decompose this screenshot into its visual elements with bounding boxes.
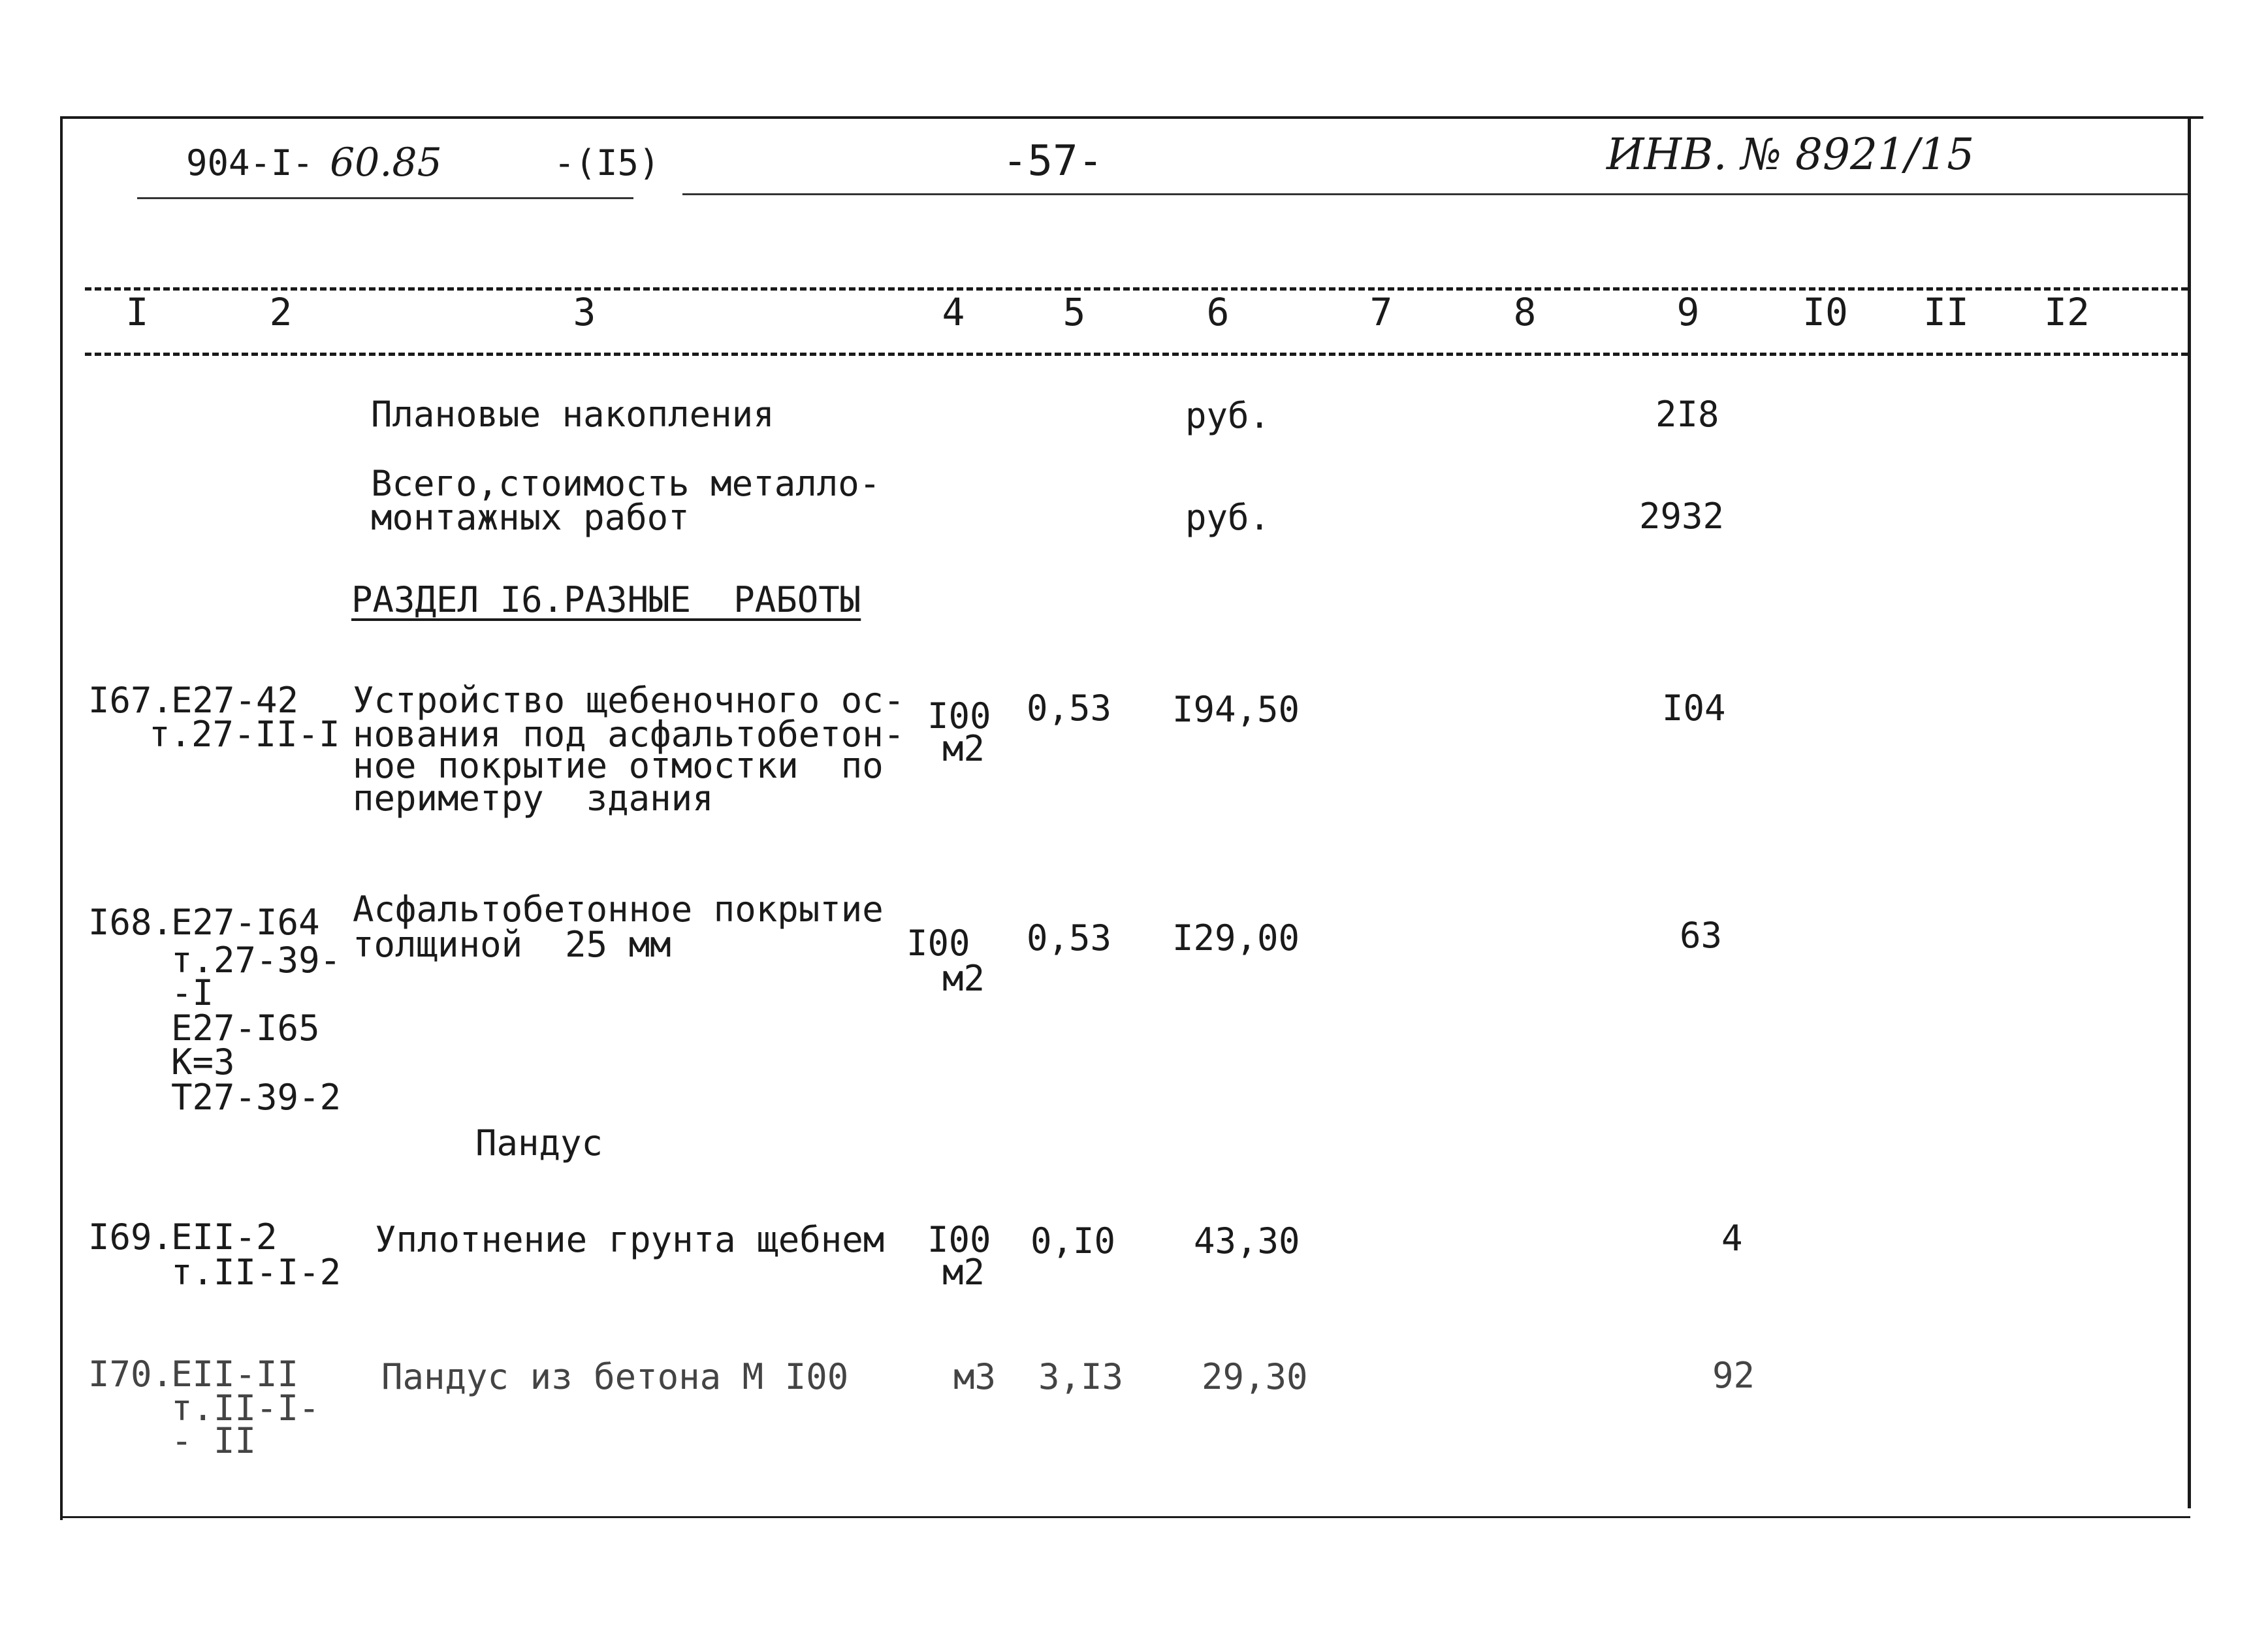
- item-168-code-line4: E27-I65: [171, 1008, 320, 1049]
- item-167-price: I94,50: [1172, 689, 1300, 730]
- column-number: 2: [269, 290, 293, 334]
- header-underline-right: [682, 193, 2188, 195]
- column-number: I0: [1802, 290, 1848, 334]
- item-168-price: I29,00: [1172, 917, 1300, 959]
- header-underline-left: [137, 197, 633, 199]
- doc-code-handwritten: 60.85: [330, 140, 442, 185]
- item-169-price: 43,30: [1194, 1220, 1300, 1262]
- item-170-quantity: 3,I3: [1038, 1356, 1124, 1397]
- column-number: 3: [573, 290, 596, 334]
- item-168-code-line3: -I: [171, 972, 214, 1013]
- row-planned-savings-name: Плановые накопления: [371, 394, 775, 435]
- row-total-metal-total: 2932: [1639, 496, 1725, 537]
- doc-code-suffix: -(I5): [554, 142, 660, 183]
- row-total-metal-unit: руб.: [1185, 497, 1271, 538]
- inventory-number: ИНВ. № 8921/15: [1606, 129, 1975, 180]
- item-168-code-line1: E27-I64: [171, 902, 320, 943]
- item-170-code-line3: - II: [171, 1420, 257, 1461]
- column-number: II: [1923, 290, 1969, 334]
- section-title: РАЗДЕЛ I6.РАЗНЫЕ РАБОТЫ: [351, 579, 861, 620]
- subheading-ramp: Пандус: [475, 1122, 603, 1164]
- page-number: -57-: [1002, 137, 1104, 185]
- item-167-unit-line2: м2: [942, 728, 985, 769]
- column-number: 7: [1369, 290, 1393, 334]
- item-168-name-line2: толщиной 25 мм: [353, 924, 671, 965]
- row-planned-savings-total: 2I8: [1655, 394, 1719, 435]
- item-168-quantity: 0,53: [1027, 917, 1112, 959]
- item-168-total: 63: [1680, 915, 1723, 956]
- item-168-unit-line2: м2: [942, 958, 985, 999]
- item-167-name-line3: ное покрытие отмостки по: [353, 745, 884, 786]
- item-169-quantity: 0,I0: [1030, 1220, 1116, 1262]
- row-total-metal-name-line1: Всего,стоимость металло-: [371, 463, 881, 504]
- item-167-name-line4: периметру здания: [353, 778, 714, 819]
- column-number: I: [125, 290, 149, 334]
- item-170-unit: м3: [953, 1356, 997, 1397]
- item-167-code-line1: E27-42: [171, 680, 299, 721]
- item-167-quantity: 0,53: [1027, 688, 1112, 729]
- item-167-name-line2: нования под асфальтобетон-: [353, 714, 905, 755]
- column-number: 8: [1513, 290, 1537, 334]
- item-170-code-line2: т.II-I-: [171, 1388, 320, 1429]
- item-167-unit-line1: I00: [927, 695, 991, 737]
- item-169-number: I69.: [88, 1216, 174, 1258]
- item-168-number: I68.: [88, 902, 174, 943]
- item-169-name: Уплотнение грунта щебнем: [375, 1219, 885, 1260]
- column-number: 4: [942, 290, 965, 334]
- item-169-total: 4: [1721, 1218, 1743, 1259]
- item-170-code-line1: EII-II: [171, 1354, 299, 1395]
- item-170-price: 29,30: [1202, 1356, 1308, 1397]
- column-header-bottom-dashed-line: [85, 353, 2188, 356]
- column-number: 5: [1062, 290, 1086, 334]
- row-planned-savings-unit: руб.: [1185, 395, 1271, 436]
- column-number: I2: [2044, 290, 2090, 334]
- item-168-code-line5: K=3: [171, 1041, 235, 1083]
- frame-right-border: [2188, 118, 2191, 1508]
- item-168-code-line2: т.27-39-: [171, 940, 342, 981]
- item-167-name-line1: Устройство щебеночного ос-: [353, 680, 905, 721]
- item-168-unit-line1: I00: [906, 923, 970, 964]
- column-number: 9: [1676, 290, 1700, 334]
- column-header-top-dashed-line: [85, 287, 2188, 291]
- doc-code-prefix: 904-I-: [186, 142, 314, 183]
- item-168-name-line1: Асфальтобетонное покрытие: [353, 889, 884, 930]
- frame-left-border: [60, 118, 63, 1520]
- item-170-number: I70.: [88, 1354, 174, 1395]
- row-total-metal-name-line2: монтажных работ: [371, 497, 690, 538]
- item-167-total: I04: [1662, 688, 1726, 729]
- item-169-unit-line1: I00: [927, 1219, 991, 1260]
- item-169-code-line2: т.II-I-2: [171, 1252, 342, 1293]
- frame-bottom-border: [60, 1516, 2190, 1518]
- item-167-code-line2: т.27-II-I: [149, 714, 340, 755]
- item-168-code-line6: T27-39-2: [171, 1077, 342, 1118]
- item-167-number: I67.: [88, 680, 174, 721]
- item-170-name: Пандус из бетона М I00: [381, 1356, 849, 1397]
- item-169-unit-line2: м2: [942, 1252, 985, 1293]
- item-169-code-line1: EII-2: [171, 1216, 278, 1258]
- frame-top-border: [60, 116, 2203, 119]
- column-number: 6: [1206, 290, 1230, 334]
- item-170-total: 92: [1712, 1355, 1755, 1396]
